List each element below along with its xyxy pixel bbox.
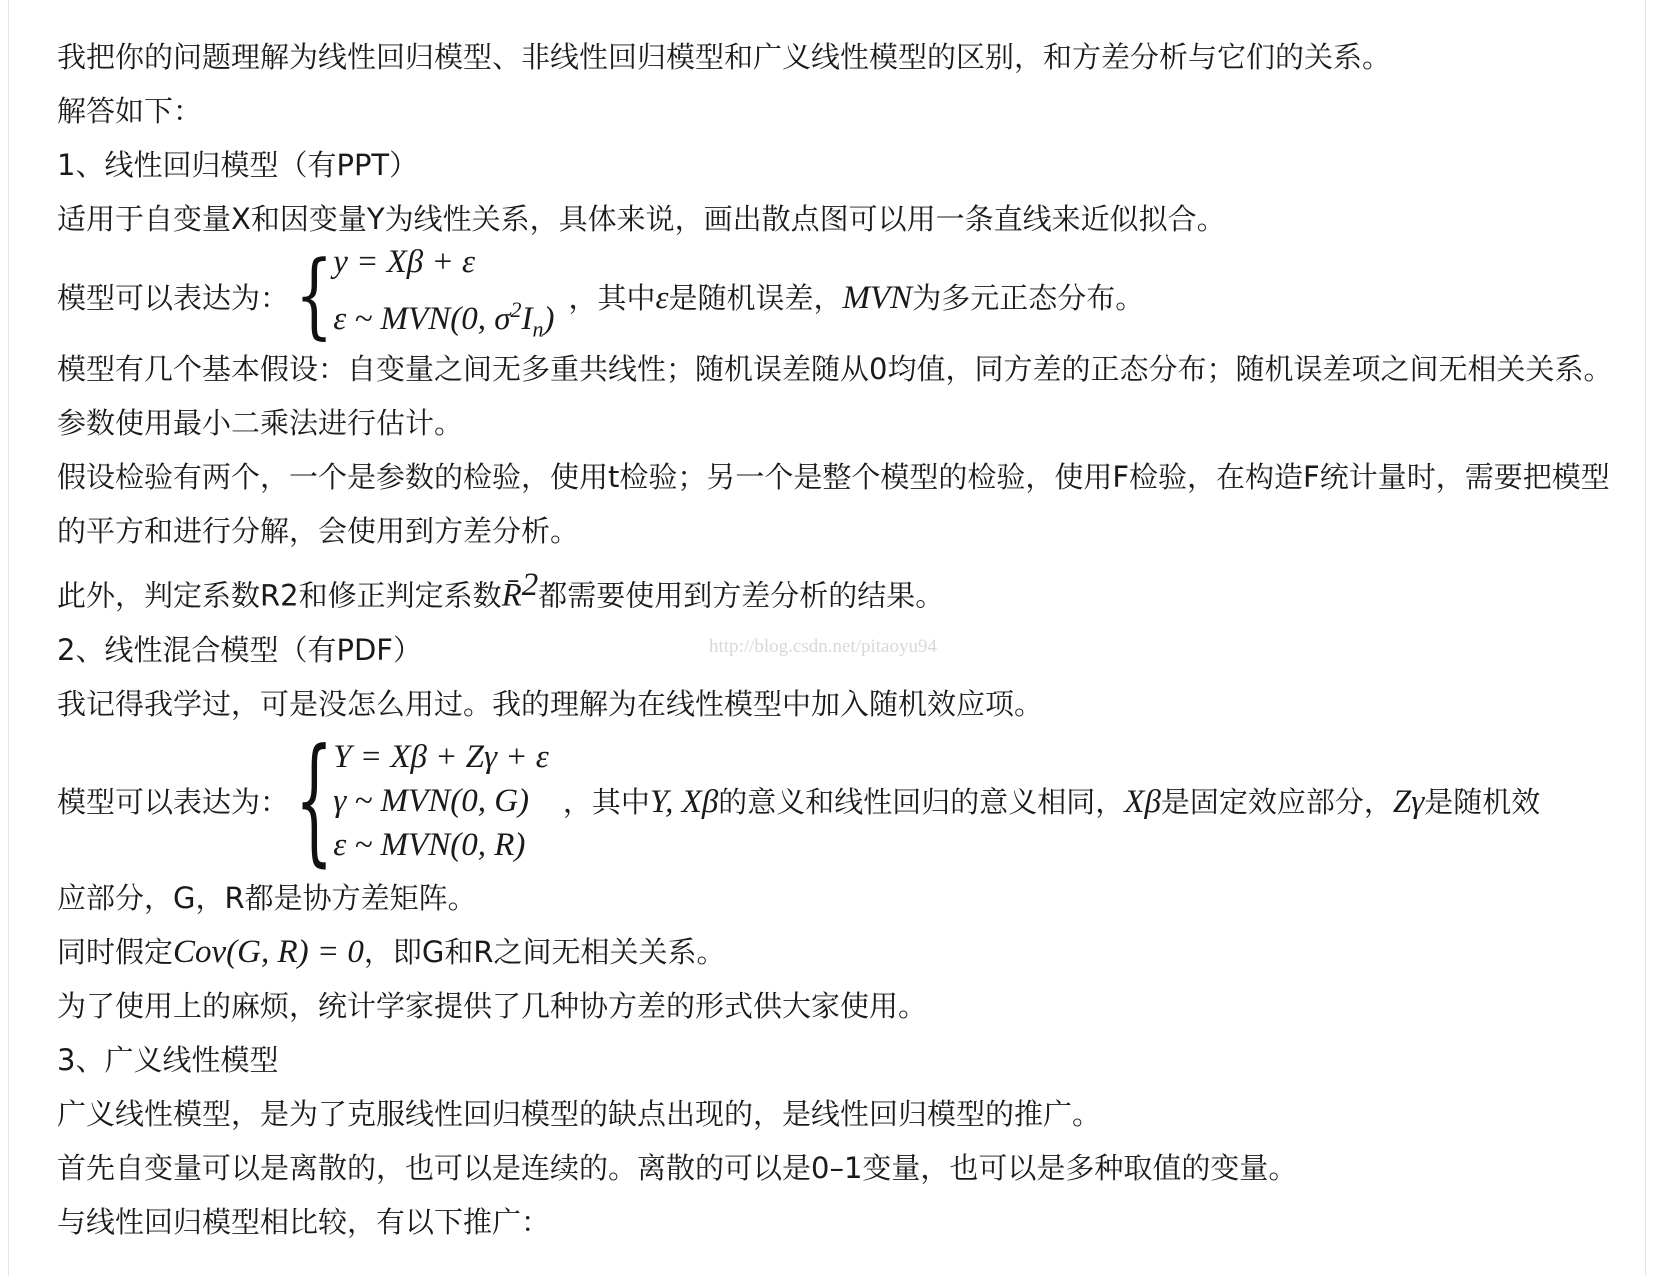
section-heading-linear-regression: 1、线性回归模型（有PPT） — [57, 148, 419, 182]
blog-watermark: http://blog.csdn.net/pitaoyu94 — [709, 636, 937, 657]
section-heading-mixed-model: 2、线性混合模型（有PDF） — [57, 632, 422, 667]
covariance-matrices-paragraph: 应部分，G，R都是协方差矩阵。 — [57, 880, 477, 915]
mixed-model-intro: 我记得我学过，可是没怎么用过。我的理解为在线性模型中加入随机效应项。 — [57, 686, 1044, 721]
left-brace-icon: { — [295, 241, 334, 351]
glm-variables-paragraph: 首先自变量可以是离散的，也可以是连续的。离散的可以是0–1变量，也可以是多种取值的变量。 — [57, 1150, 1298, 1185]
section-heading-glm: 3、广义线性模型 — [57, 1042, 279, 1077]
equation-line: y = Xβ + ε — [333, 244, 475, 281]
equation-line: ε ~ MVN(0, $\sigma^2I_n$) — [333, 297, 555, 342]
hypothesis-test-paragraph: 假设检验有两个，一个是参数的检验，使用t检验；另一个是整个模型的检验，使用F检验，在构造F统计量时，需要把模型的平方和进行分解，会使用到方差分析。 — [57, 460, 1610, 548]
equation-cases — [295, 238, 554, 354]
linear-model-equation-row — [57, 241, 1617, 351]
glm-comparison-paragraph: 与线性回归模型相比较，有以下推广： — [57, 1204, 551, 1239]
equation-explanation: ，其中ε是随机误差，MVN为多元正态分布。 — [568, 279, 1145, 316]
covariance-assumption-paragraph: 同时假定Cov(G, R) = 0，即G和R之间无相关关系。 — [57, 933, 726, 970]
r-squared-paragraph: 此外，判定系数R2和修正判定系数R̄$^2$都需要使用到方差分析的结果。 — [57, 567, 945, 614]
left-brace-icon: { — [295, 720, 334, 882]
least-squares-paragraph: 参数使用最小二乘法进行估计。 — [57, 406, 464, 440]
glm-paragraph: 广义线性模型，是为了克服线性回归模型的缺点出现的，是线性回归模型的推广。 — [57, 1096, 1102, 1131]
equation-line: Y = Xβ + Zγ + ε — [333, 738, 549, 775]
equation-prefix: 模型可以表达为： — [57, 280, 290, 315]
equation-line: ε ~ MVN(0, R) — [333, 826, 526, 863]
answer-lead: 解答如下： — [57, 94, 203, 128]
article-page — [8, 0, 1646, 1276]
equation-line: γ ~ MVN(0, G) — [333, 782, 530, 819]
equation-prefix: 模型可以表达为： — [57, 785, 290, 820]
linear-fit-paragraph: 适用于自变量X和因变量Y为线性关系，具体来说，画出散点图可以用一条直线来近似拟合。 — [57, 202, 1226, 236]
assumptions-paragraph: 模型有几个基本假设：自变量之间无多重共线性；随机误差随从0均值，同方差的正态分布；随机误差项之间无相关关系。 — [57, 352, 1613, 386]
intro-paragraph: 我把你的问题理解为线性回归模型、非线性回归模型和广义线性模型的区别，和方差分析与它们的关系。 — [57, 40, 1392, 74]
mixed-model-equation-row — [57, 720, 1617, 882]
equation-explanation: ，其中Y, Xβ的意义和线性回归的意义相同，Xβ是固定效应部分，Zγ是随机效 — [562, 784, 1541, 821]
equation-cases — [295, 720, 549, 882]
covariance-forms-paragraph: 为了使用上的麻烦，统计学家提供了几种协方差的形式供大家使用。 — [57, 988, 928, 1023]
